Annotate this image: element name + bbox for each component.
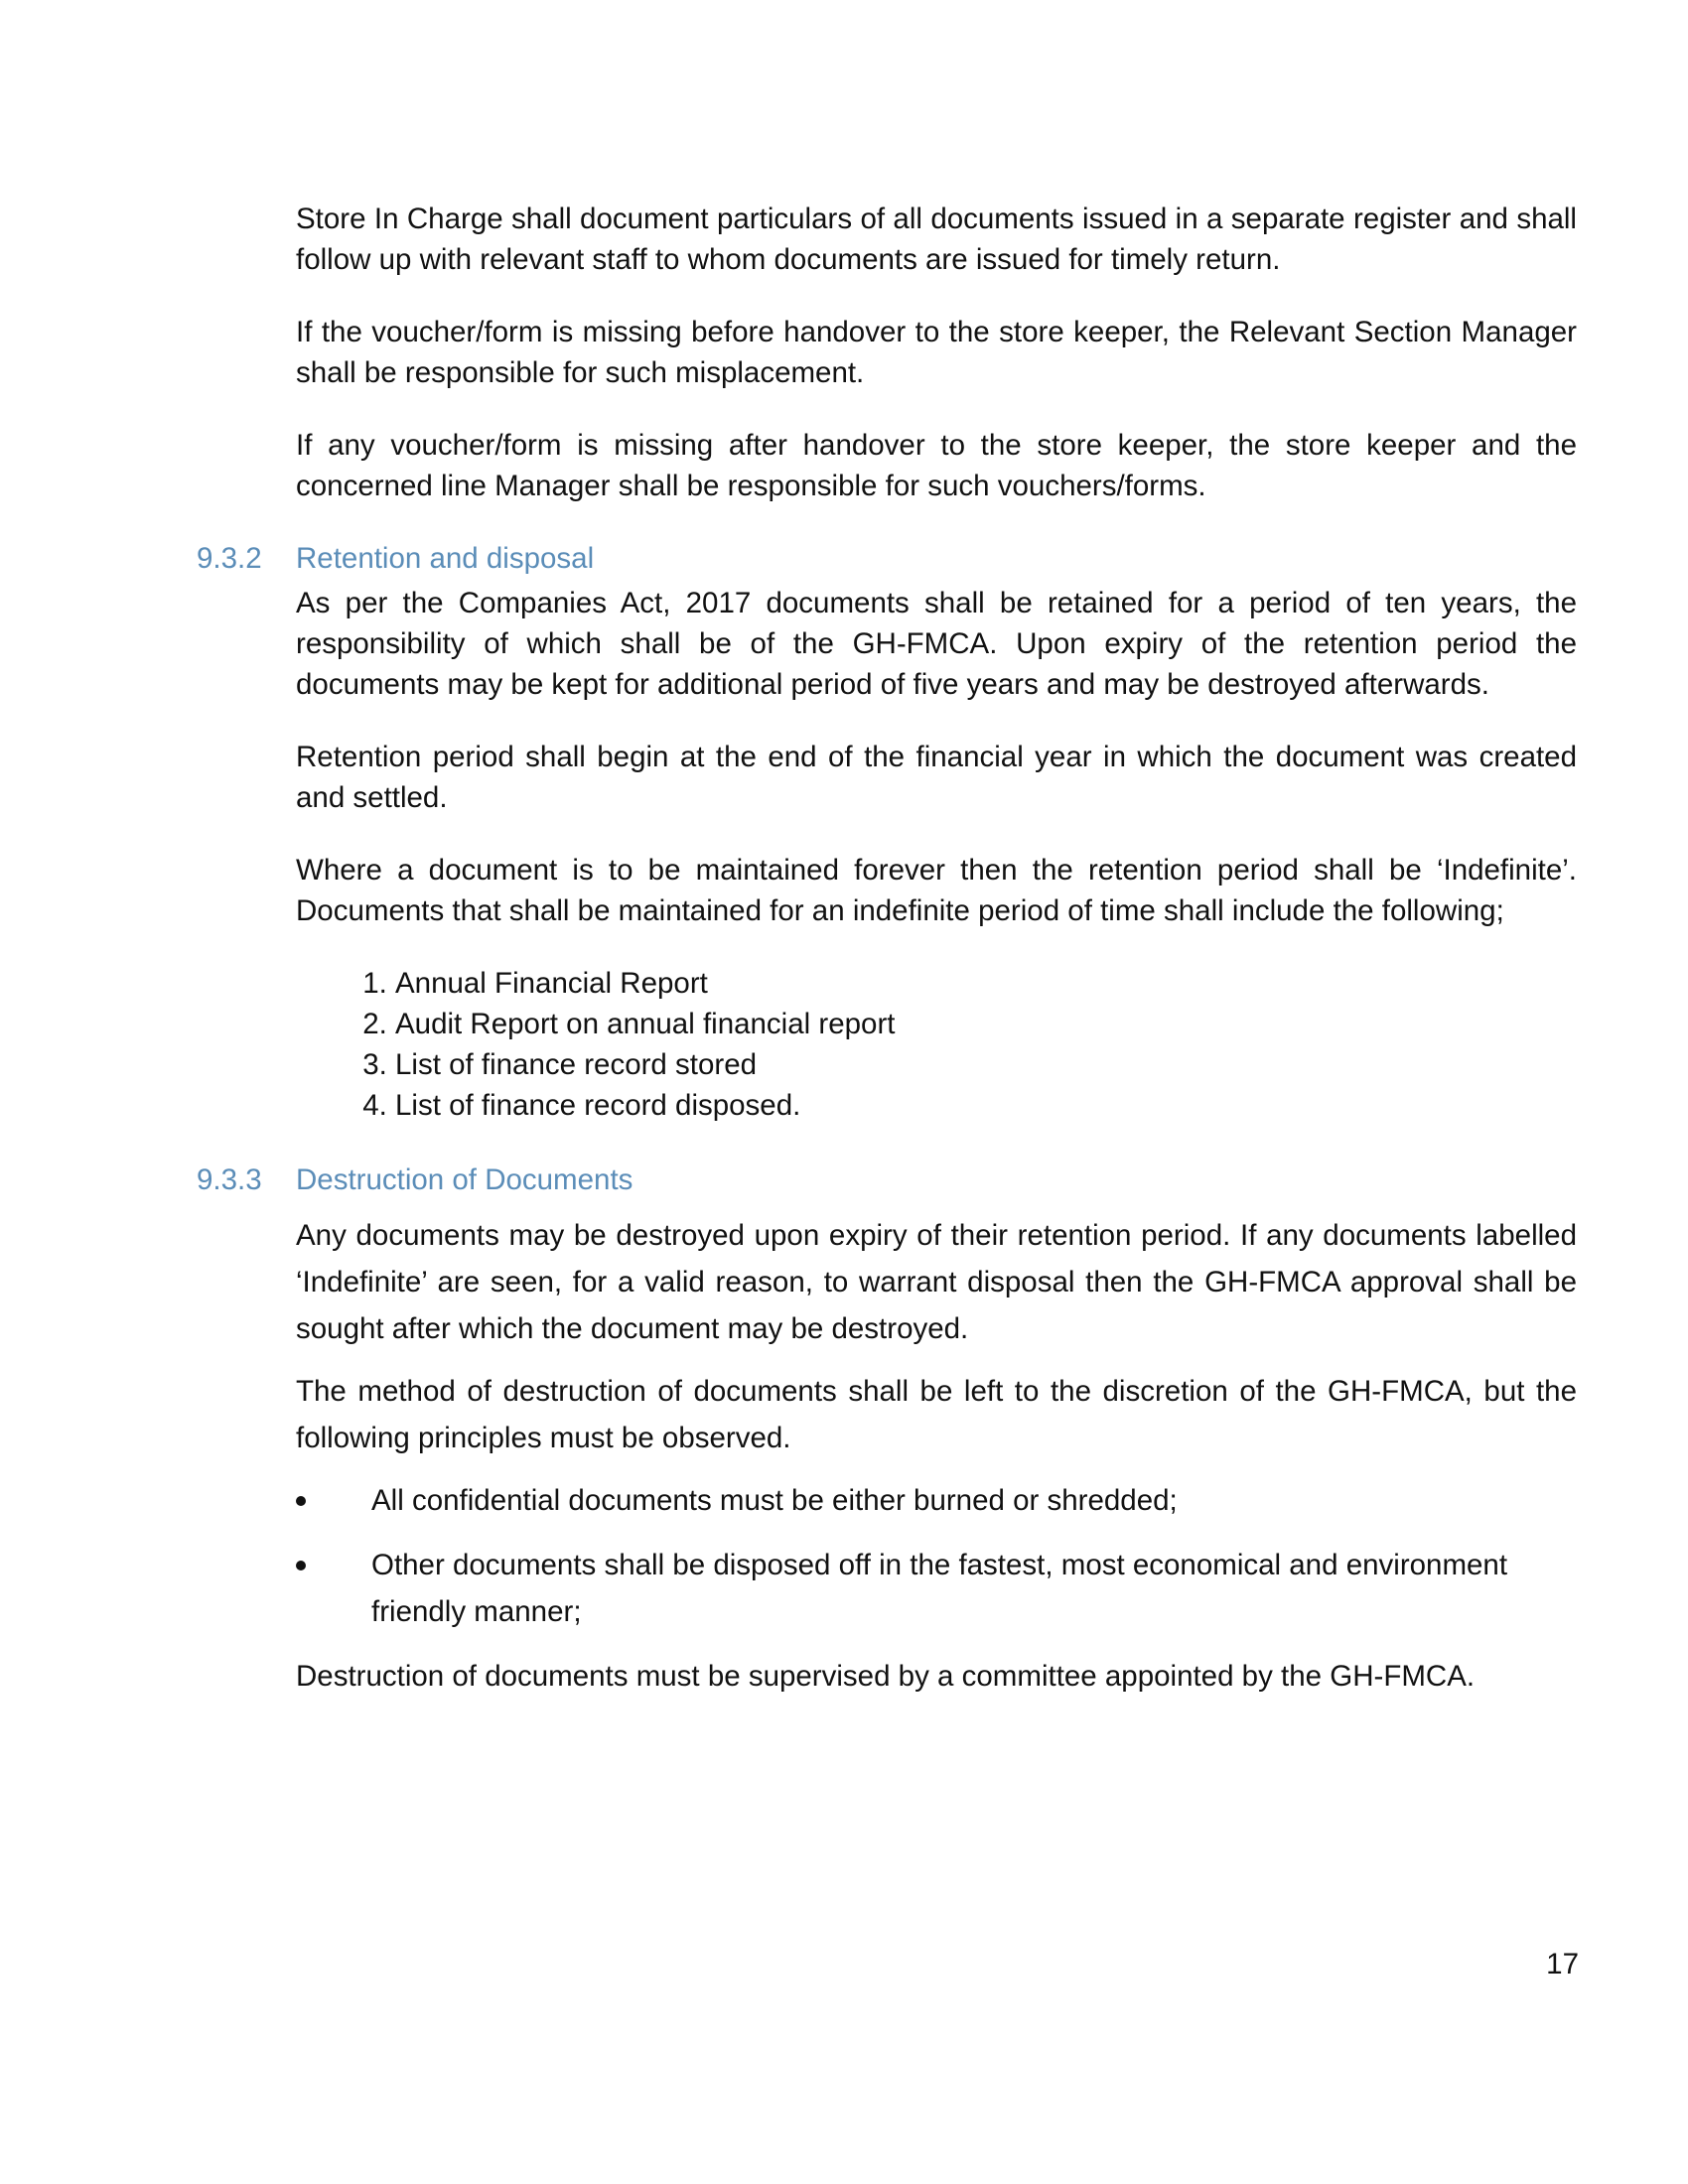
section-title: Destruction of Documents (296, 1163, 633, 1196)
list-item: 3. List of finance record stored (395, 1044, 1577, 1085)
page-content (197, 199, 1577, 1715)
page-number: 17 (1546, 1948, 1579, 1980)
section-number: 9.3.2 (197, 542, 262, 575)
list-item: 1. Annual Financial Report (395, 963, 1577, 1004)
list-item: 2. Audit Report on annual financial report (395, 1004, 1577, 1044)
bullet-icon (296, 1561, 306, 1570)
section-title: Retention and disposal (296, 542, 595, 575)
section-heading-retention (197, 538, 1577, 579)
destruction-closing-paragraph: Destruction of documents must be supervised by a committee appointed by the GH-FMCA. (296, 1660, 1476, 1693)
intro-paragraph-1: Store In Charge shall document particulars of all documents issued in a separate register and shall follow up with relevant staff to whom documents are issued for timely return. (296, 203, 1577, 276)
intro-paragraph-3: If any voucher/form is missing after handover to the store keeper, the store keeper and the concerned line Manager shall be responsible for such vouchers/forms. (296, 429, 1577, 502)
bullet-text: Other documents shall be disposed off in the fastest, most economical and environment friendly manner; (371, 1549, 1508, 1628)
intro-paragraph-2: If the voucher/form is missing before handover to the store keeper, the Relevant Section Manager shall be responsible for such misplacement. (296, 316, 1577, 389)
list-item (296, 1477, 1577, 1524)
list-item (296, 1542, 1577, 1635)
bullet-icon (296, 1496, 306, 1506)
bullet-text: All confidential documents must be either burned or shredded; (371, 1484, 1178, 1517)
destruction-principles-list (296, 1477, 1577, 1635)
indefinite-documents-list (296, 963, 1577, 1126)
section-heading-destruction (197, 1160, 1577, 1200)
destruction-paragraph-1: Any documents may be destroyed upon expiry of their retention period. If any documents labelled ‘Indefinite’ are seen, for a valid reason, to warrant disposal then the GH-FMCA approval shall be sought after which the document may be destroyed. (296, 1219, 1577, 1345)
retention-paragraph-2: Retention period shall begin at the end of the financial year in which the document was created and settled. (296, 741, 1577, 814)
destruction-paragraph-2: The method of destruction of documents shall be left to the discretion of the GH-FMCA, but the following principles must be observed. (296, 1375, 1577, 1454)
retention-paragraph-3: Where a document is to be maintained forever then the retention period shall be ‘Indefinite’. Documents that shall be maintained for an indefinite period of time shall include the following; (296, 854, 1577, 927)
retention-paragraph-1: As per the Companies Act, 2017 documents shall be retained for a period of ten years, the responsibility of which shall be of the GH-FMCA. Upon expiry of the retention period the documents may be kept for additional period of five years and may be destroyed afterwards. (296, 587, 1577, 701)
list-item: 4. List of finance record disposed. (395, 1085, 1577, 1126)
section-number: 9.3.3 (197, 1163, 262, 1196)
